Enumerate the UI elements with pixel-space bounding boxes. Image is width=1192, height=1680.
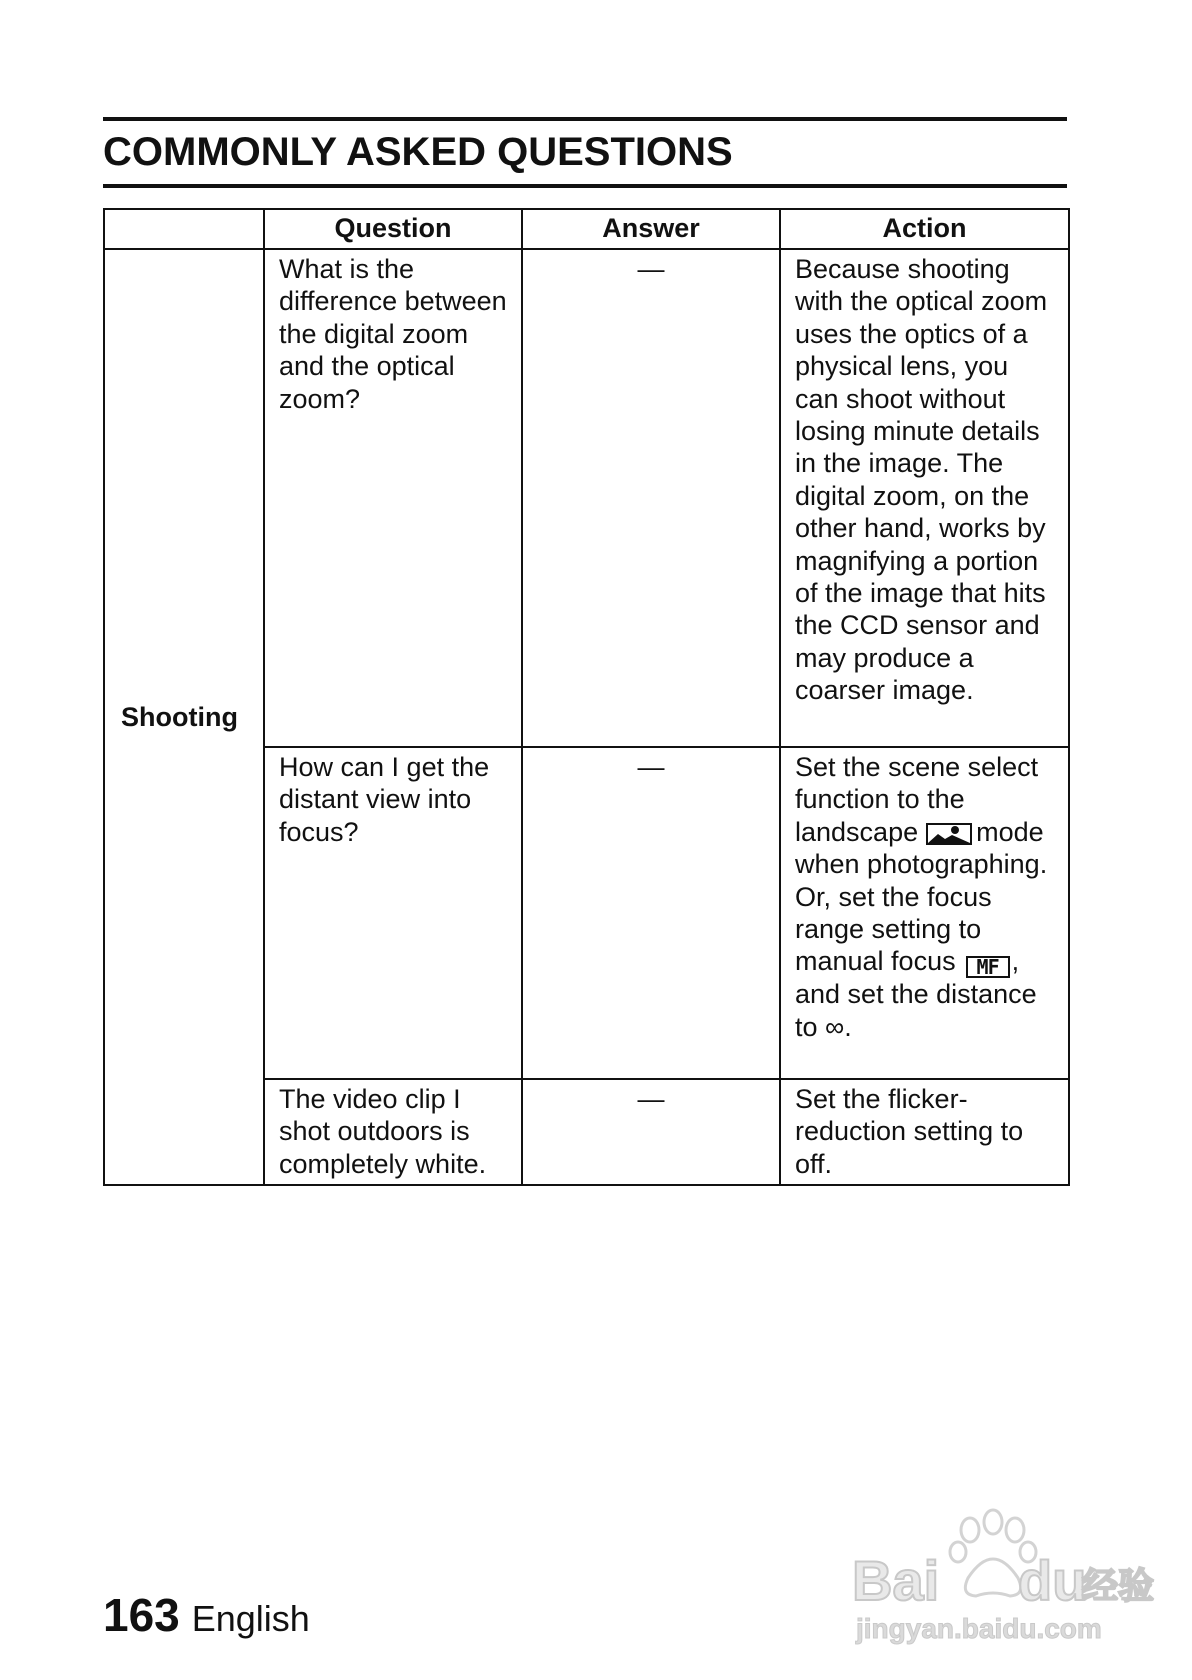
action-cell: Because shooting with the optical zoom uses the optics of a physical lens, you can shoot without losing minute details in the image. The digital zoom, on the other hand, works by magnifying a portion of the image that hits the CCD sensor and may produce a coarser image. (780, 249, 1069, 747)
faq-table (103, 208, 1070, 1186)
answer-cell: — (522, 747, 780, 1079)
header-category (104, 209, 264, 249)
action-text: Set the scene select function to the landscape (795, 752, 1039, 847)
table-header-row (104, 209, 1069, 249)
action-cell: Set the flicker-reduction setting to off. (780, 1079, 1069, 1185)
header-question: Question (264, 209, 522, 249)
header-action: Action (780, 209, 1069, 249)
category-cell: Shooting (104, 249, 264, 1185)
action-text: Or, set the focus range setting to manual focus (795, 881, 992, 977)
question-cell: How can I get the distant view into focus? (264, 747, 522, 1079)
action-text: , and set the distance to ∞. (795, 946, 1037, 1042)
question-cell: What is the difference between the digital zoom and the optical zoom? (264, 249, 522, 747)
page-footer (103, 1588, 310, 1642)
action-text: mode when photographing. (795, 816, 1048, 880)
table-row (104, 249, 1069, 747)
title-rule-bottom (103, 184, 1067, 188)
manual-focus-icon: MF (966, 956, 1010, 978)
svg-text:du: du (1018, 1549, 1087, 1612)
page-language: English (191, 1598, 310, 1639)
answer-cell: — (522, 249, 780, 747)
question-cell: The video clip I shot outdoors is completely white. (264, 1079, 522, 1185)
svg-text:Bai: Bai (852, 1549, 940, 1612)
page-number: 163 (103, 1589, 180, 1641)
title-rule-top (103, 117, 1067, 121)
baidu-watermark (850, 1500, 1155, 1650)
svg-text:经验: 经验 (1082, 1566, 1155, 1607)
page-title: COMMONLY ASKED QUESTIONS (103, 130, 733, 174)
baidu-watermark-logo (850, 1500, 1155, 1650)
action-cell (780, 747, 1069, 1079)
svg-text:jingyan.baidu.com: jingyan.baidu.com (856, 1613, 1102, 1644)
landscape-mode-icon (926, 823, 972, 845)
answer-cell: — (522, 1079, 780, 1185)
header-answer: Answer (522, 209, 780, 249)
